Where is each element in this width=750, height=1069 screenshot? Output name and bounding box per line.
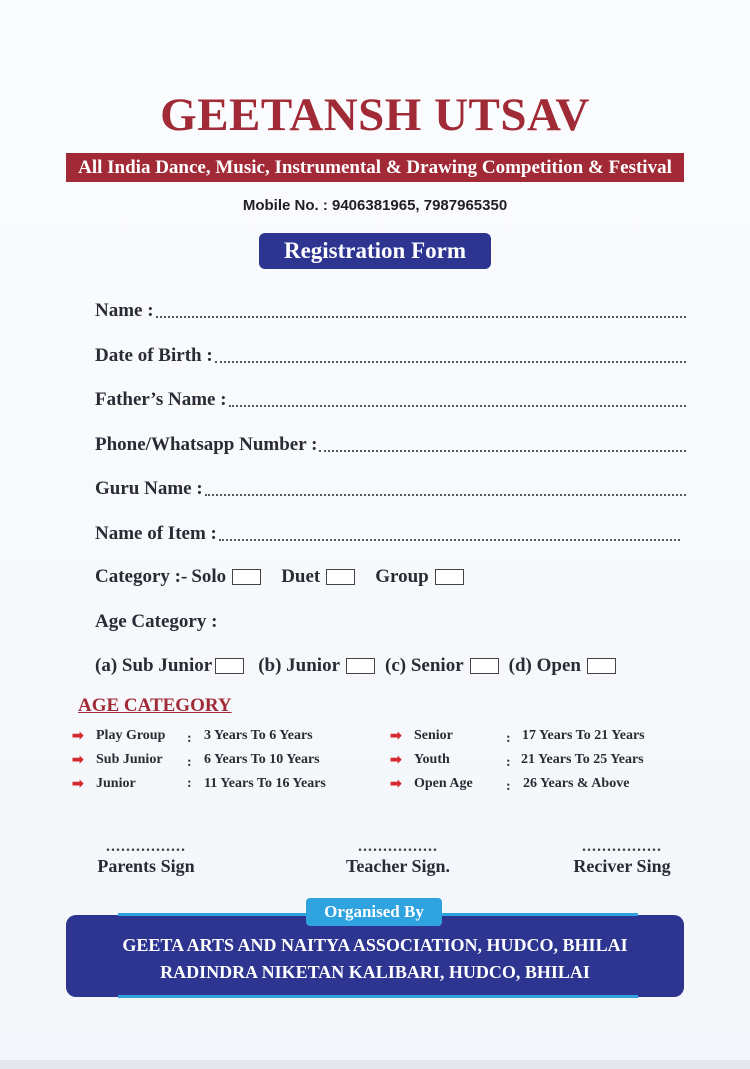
right-arrow-icon: ➡ <box>72 777 84 792</box>
age-open-checkbox[interactable] <box>587 658 616 674</box>
age-row-name: Youth <box>414 752 450 767</box>
category-duet-checkbox[interactable] <box>326 569 355 585</box>
age-sub-junior-checkbox[interactable] <box>215 658 244 674</box>
father-name-field[interactable] <box>95 387 686 411</box>
age-row-range: 3 Years To 6 Years <box>204 728 313 743</box>
organised-by-badge: Organised By <box>306 898 442 926</box>
age-junior-checkbox[interactable] <box>346 658 375 674</box>
category-row <box>95 566 484 588</box>
age-row <box>390 728 690 752</box>
category-solo-checkbox[interactable] <box>232 569 261 585</box>
age-row-name: Sub Junior <box>96 752 163 767</box>
dob-label: Date of Birth : <box>95 345 213 366</box>
category-group-label: Group <box>375 566 429 587</box>
age-row-colon: : <box>187 731 192 746</box>
age-row <box>72 728 372 752</box>
parents-sign-block <box>86 838 206 877</box>
name-dotted-line[interactable] <box>156 298 686 318</box>
parents-sign-line[interactable]: ................ <box>106 838 186 855</box>
age-category-heading: AGE CATEGORY <box>78 695 232 716</box>
age-sub-junior-label: (a) Sub Junior <box>95 655 213 676</box>
teacher-sign-block <box>336 838 460 877</box>
category-solo-label: Solo <box>191 566 227 587</box>
phone-dotted-line[interactable] <box>319 432 686 452</box>
bottom-strip <box>0 1060 750 1069</box>
item-name-field[interactable] <box>95 521 680 545</box>
age-row-colon: : <box>187 776 192 791</box>
name-field[interactable] <box>95 298 686 322</box>
age-row-range: 21 Years To 25 Years <box>521 752 644 767</box>
age-row <box>390 776 690 800</box>
organiser-line-1: GEETA ARTS AND NAITYA ASSOCIATION, HUDCO, BHILAI <box>122 935 628 955</box>
age-table-right <box>390 728 690 800</box>
form-title-badge: Registration Form <box>259 233 491 269</box>
age-senior-checkbox[interactable] <box>470 658 499 674</box>
receiver-sign-line[interactable]: ................ <box>582 838 662 855</box>
organiser-bottom-rule <box>118 995 638 998</box>
age-row-range: 6 Years To 10 Years <box>204 752 320 767</box>
age-category-options-row <box>95 655 636 677</box>
father-name-dotted-line[interactable] <box>229 387 686 407</box>
right-arrow-icon: ➡ <box>390 753 402 768</box>
age-row-colon: : <box>506 755 511 770</box>
organiser-box <box>66 915 684 997</box>
item-name-dotted-line[interactable] <box>219 521 680 541</box>
item-name-label: Name of Item : <box>95 523 217 544</box>
age-table-left <box>72 728 372 800</box>
age-row-colon: : <box>187 755 192 770</box>
dob-field[interactable] <box>95 343 686 367</box>
age-row-range: 17 Years To 21 Years <box>522 728 645 743</box>
category-label: Category :- <box>95 566 188 587</box>
phone-field[interactable] <box>95 432 686 456</box>
right-arrow-icon: ➡ <box>390 729 402 744</box>
dob-dotted-line[interactable] <box>215 343 686 363</box>
father-name-label: Father’s Name : <box>95 389 227 410</box>
receiver-sign-block <box>562 838 682 877</box>
right-arrow-icon: ➡ <box>72 729 84 744</box>
mobile-numbers: Mobile No. : 9406381965, 7987965350 <box>242 197 508 214</box>
age-open-label: (d) Open <box>508 655 581 676</box>
teacher-sign-line[interactable]: ................ <box>358 838 438 855</box>
teacher-sign-label: Teacher Sign. <box>345 856 451 876</box>
guru-name-field[interactable] <box>95 476 686 500</box>
event-title: GEETANSH UTSAV <box>160 89 590 141</box>
name-label: Name : <box>95 300 154 321</box>
organiser-line-2: RADINDRA NIKETAN KALIBARI, HUDCO, BHILAI <box>160 962 590 982</box>
age-senior-label: (c) Senior <box>385 655 464 676</box>
age-row-colon: : <box>506 779 511 794</box>
age-row-name: Junior <box>96 776 136 791</box>
age-row <box>72 776 372 800</box>
age-junior-label: (b) Junior <box>258 655 341 676</box>
age-row <box>72 752 372 776</box>
parents-sign-label: Parents Sign <box>97 856 195 876</box>
age-row-colon: : <box>506 731 511 746</box>
age-row-name: Open Age <box>414 776 473 791</box>
right-arrow-icon: ➡ <box>390 777 402 792</box>
age-row <box>390 752 690 776</box>
age-category-label: Age Category : <box>95 611 218 632</box>
age-row-name: Senior <box>414 728 453 743</box>
receiver-sign-label: Reciver Sing <box>573 856 671 876</box>
event-subtitle: All India Dance, Music, Instrumental & Drawing Competition & Festival <box>66 153 684 182</box>
category-group-checkbox[interactable] <box>435 569 464 585</box>
age-row-name: Play Group <box>96 728 166 743</box>
guru-name-label: Guru Name : <box>95 478 203 499</box>
right-arrow-icon: ➡ <box>72 753 84 768</box>
age-row-range: 26 Years & Above <box>523 776 630 791</box>
phone-label: Phone/Whatsapp Number : <box>95 434 318 455</box>
guru-name-dotted-line[interactable] <box>205 476 686 496</box>
category-duet-label: Duet <box>281 566 321 587</box>
age-row-range: 11 Years To 16 Years <box>204 776 326 791</box>
